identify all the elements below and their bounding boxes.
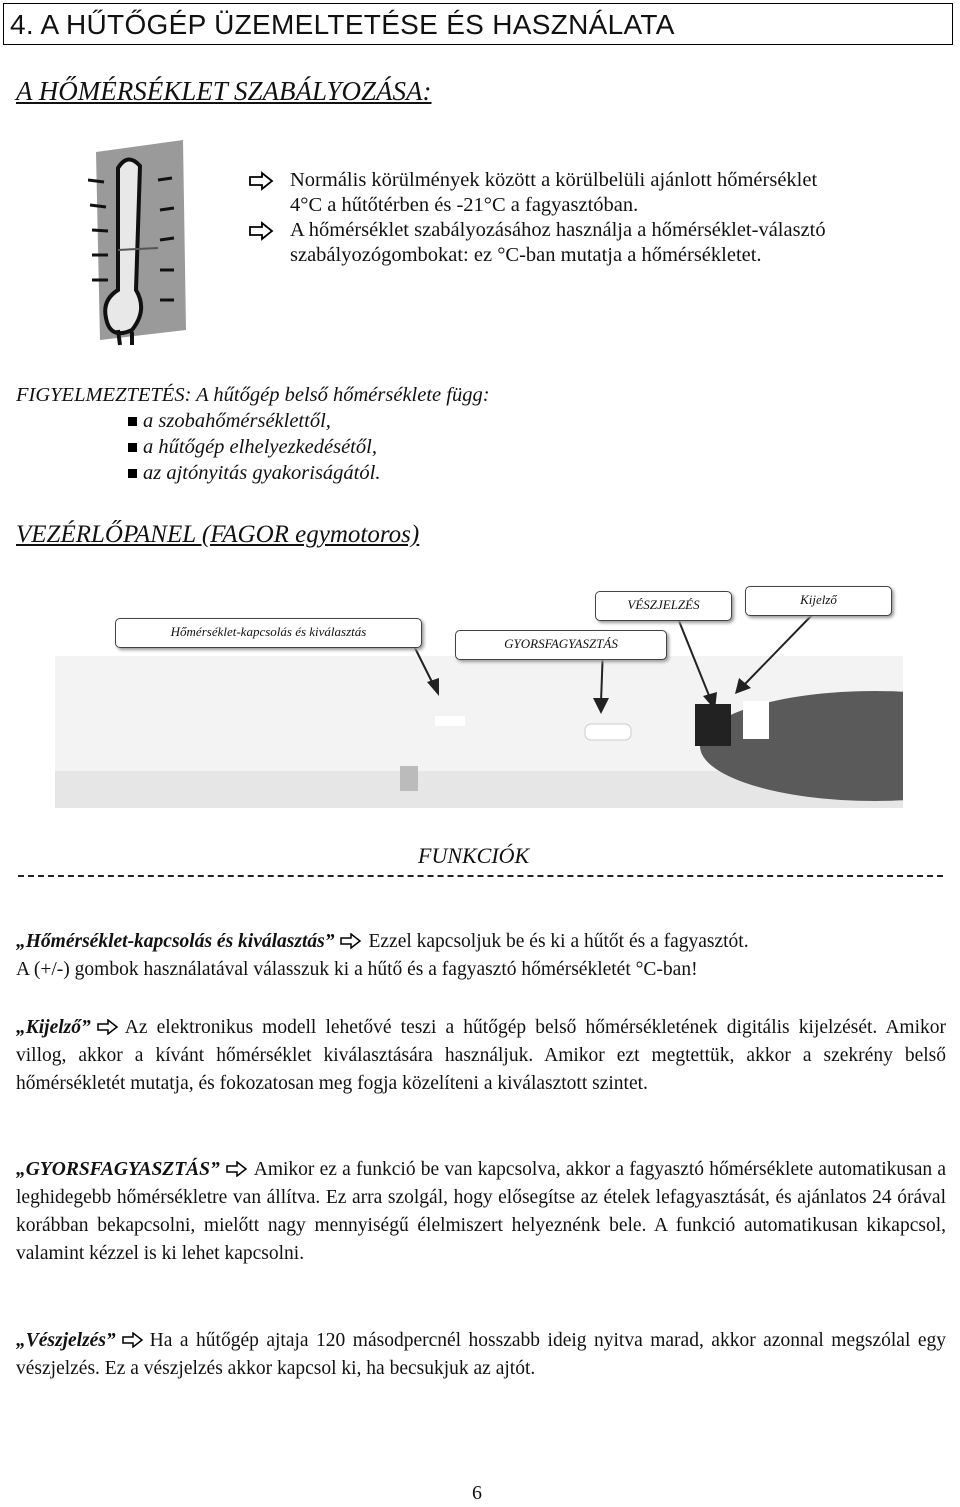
arrow-right-icon [248,171,274,191]
functions-title: FUNKCIÓK [418,843,530,868]
function-paragraph: „Kijelző” Az elektronikus modell lehetővé teszi a hűtőgép belső hőmérsékletének digitális kijelzését. Amikor villog, akkor a kívánt hőmérséklet kiválasztására használjuk. Amikor ezt megtettük, akkor a szekrény belső hőmérsékletét mutatja, és fokozatosan meg fogja közelíteni a kiválasztott szintet. [16,1017,946,1094]
warning-item: a szobahőmérséklettől, [16,408,490,434]
bullet-line: A hőmérséklet szabályozásához használja a hőmérséklet-választó [290,219,826,241]
function-paragraph: „Vészjelzés” Ha a hűtőgép ajtaja 120 másodpercnél hosszabb ideig nyitva marad, akkor azonnal megszólal egy vészjelzés. Ez a vészjelzés akkor kapcsol ki, ha becsukjuk az ajtót. [16,1330,946,1379]
warning-item: a hűtőgép elhelyezkedésétől, [16,434,490,460]
function-term: „GYORSFAGYASZTÁS” [16,1159,220,1180]
warning-block [16,382,490,486]
page-number: 6 [472,1482,482,1504]
function-paragraph: „Hőmérséklet-kapcsolás és kiválasztás” Ezzel kapcsoljuk be és ki a hűtőt és a fagyasztót. A (+/-) gombok használatával válasszuk ki a hűtő és a fagyasztó hőmérsékletét °C-ban! [16,931,749,980]
arrow-right-icon [226,1161,248,1177]
dashed-divider [18,875,943,889]
arrow-right-icon [122,1332,144,1348]
temp-section-heading: A HŐMÉRSÉKLET SZABÁLYOZÁSA: [16,76,432,106]
panel-section-heading: VEZÉRLŐPANEL (FAGOR egymotoros) [16,521,420,548]
function-paragraph: „GYORSFAGYASZTÁS” Amikor ez a funkció be van kapcsolva, akkor a fagyasztó hőmérséklete automatikusan a leghidegebb hőmérsékletre van állítva. Ez arra szolgál, hogy elősegítse az ételek lefagyasztását, és ajánlatos 24 órával korábban bekapcsolni, mielőtt nagy mennyiségű élelmiszert helyeznénk bele. A funkció automatikusan kikapcsol, valamint kézzel is ki lehet kapcsolni. [16,1159,946,1264]
label-display: Kijelző [745,586,892,616]
warning-item: az ajtónyitás gyakoriságától. [16,460,490,486]
label-temp-switch: Hőmérséklet-kapcsolás és kiválasztás [115,618,422,648]
square-bullet-icon [128,417,137,426]
label-fast-freeze: GYORSFAGYASZTÁS [455,630,667,660]
bullet-line: szabályozógombokat: ez °C-ban mutatja a hőmérsékletet. [290,244,762,266]
page-title: 4. A HŰTŐGÉP ÜZEMELTETÉSE ÉS HASZNÁLATA [10,9,675,40]
temp-bullet-list [248,168,948,268]
bullet-line: Normális körülmények között a körülbelüli ajánlott hőmérséklet [290,169,818,191]
function-term: „Hőmérséklet-kapcsolás és kiválasztás” [16,931,335,952]
bullet-item [248,168,948,218]
arrow-right-icon [248,221,274,241]
function-term: „Vészjelzés” [16,1330,116,1351]
arrow-right-icon [340,933,362,949]
square-bullet-icon [128,443,137,452]
label-alarm: VÉSZJELZÉS [595,591,732,621]
warning-title: FIGYELMEZTETÉS: A hűtőgép belső hőmérséklete függ: [16,384,490,406]
thermometer-icon [88,140,188,350]
arrow-right-icon [97,1019,119,1035]
square-bullet-icon [128,469,137,478]
bullet-line: 4°C a hűtőtérben és -21°C a fagyasztóban. [290,194,639,216]
bullet-item [248,218,948,268]
function-term: „Kijelző” [16,1017,91,1038]
control-panel-image [55,586,903,808]
